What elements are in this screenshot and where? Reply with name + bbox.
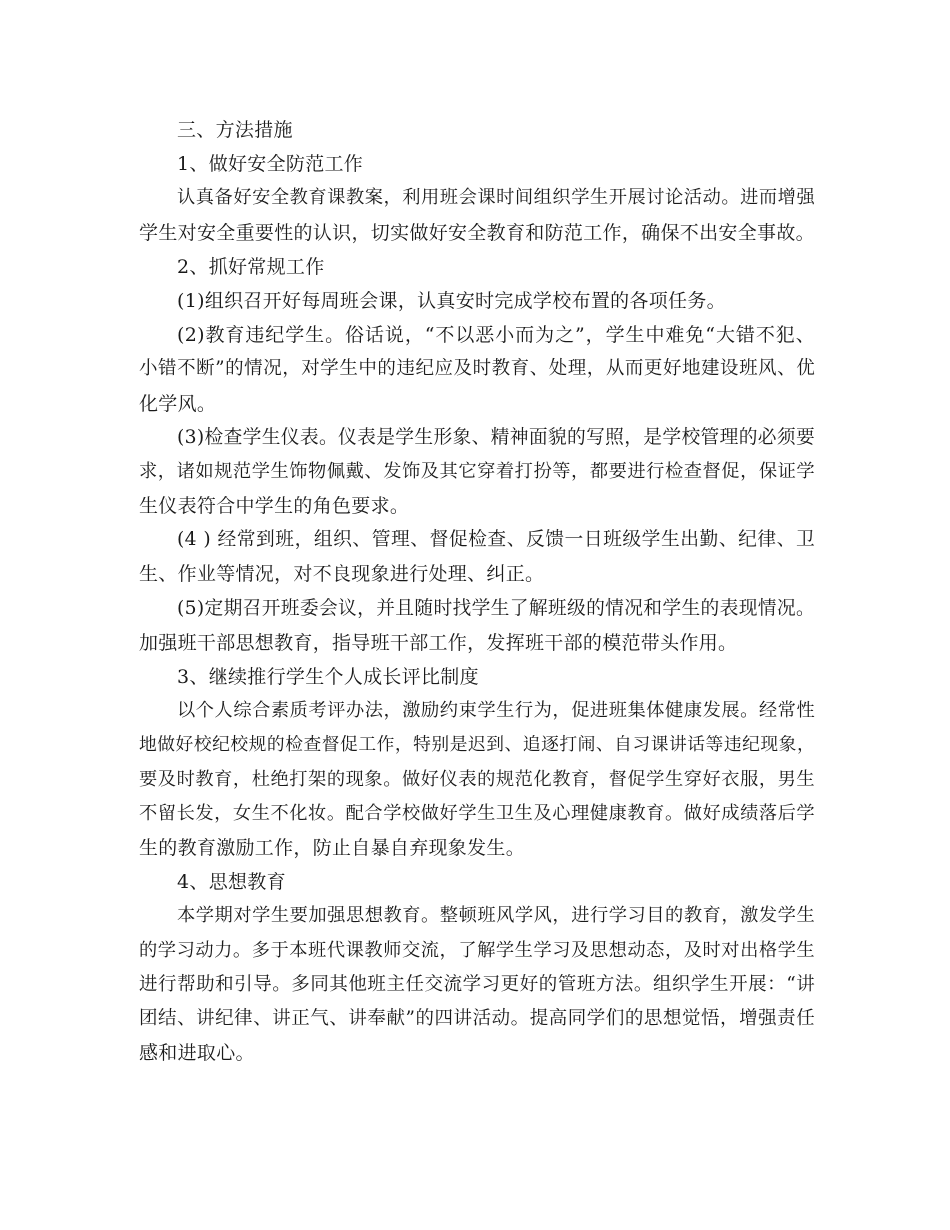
text-line: 本学期对学生要加强思想教育。整顿班风学风，进行学习目的教育，激发学生: [177, 905, 815, 927]
text-line: 认真备好安全教育课教案，利用班会课时间组织学生开展讨论活动。进而增强: [177, 187, 815, 209]
text-line: 生、作业等情况，对不良现象进行处理、纠正。: [139, 563, 545, 586]
text-line: 的学习动力。多于本班代课教师交流，了解学生学习及思想动态，及时对出格学生: [139, 939, 815, 961]
text-line: 地做好校纪校规的检查督促工作，特别是迟到、追逐打闹、自习课讲话等违纪现象，: [139, 735, 815, 756]
text-line: 感和进取心。: [139, 1042, 255, 1065]
text-line: 求，诸如规范学生饰物佩戴、发饰及其它穿着打扮等，都要进行检查督促，保证学: [139, 460, 815, 482]
text-line: 团结、讲纪律、讲正气、讲奉献”的四讲活动。提高同学们的思想觉悟，增强责任: [139, 1007, 815, 1029]
text-line: 学生对安全重要性的认识，切实做好安全教育和防范工作，确保不出安全事故。: [139, 221, 815, 244]
document-body: [139, 113, 815, 1070]
text-line: 4、思想教育: [177, 871, 286, 894]
text-line: 生仪表符合中学生的角色要求。: [139, 495, 410, 518]
text-line: (5)定期召开班委会议，并且随时找学生了解班级的情况和学生的表现情况。: [177, 597, 815, 619]
text-line: 要及时教育，杜绝打架的现象。做好仪表的规范化教育，督促学生穿好衣服，男生: [139, 768, 815, 790]
text-line: 加强班干部思想教育，指导班干部工作，发挥班干部的模范带头作用。: [139, 631, 738, 654]
text-line: 化学风。: [139, 392, 217, 415]
text-line: 3、继续推行学生个人成长评比制度: [177, 666, 479, 688]
text-line: 不留长发，女生不化妆。配合学校做好学生卫生及心理健康教育。做好成绩落后学: [139, 802, 815, 824]
text-line: 生的教育激励工作，防止自暴自弃现象发生。: [139, 836, 526, 859]
text-line: 1、做好安全防范工作: [177, 153, 364, 176]
text-line: (1)组织召开好每周班会课，认真安时完成学校布置的各项任务。: [177, 289, 726, 312]
text-line: (4 ) 经常到班，组织、管理、督促检查、反馈一日班级学生出勤、纪律、卫: [177, 529, 815, 551]
text-line: 三、方法措施: [177, 119, 293, 141]
text-line: 2、抓好常规工作: [177, 255, 325, 278]
text-line: (2)教育违纪学生。俗话说，“不以恶小而为之”，学生中难免“大错不犯、: [177, 324, 815, 347]
text-line: 小错不断”的情况，对学生中的违纪应及时教育、处理，从而更好地建设班风、优: [139, 358, 815, 380]
text-line: 以个人综合素质考评办法，激励约束学生行为，促进班集体健康发展。经常性: [177, 700, 815, 722]
text-line: (3)检查学生仪表。仪表是学生形象、精神面貌的写照，是学校管理的必须要: [177, 426, 815, 448]
text-line: 进行帮助和引导。多同其他班主任交流学习更好的管班方法。组织学生开展：“讲: [139, 973, 815, 995]
